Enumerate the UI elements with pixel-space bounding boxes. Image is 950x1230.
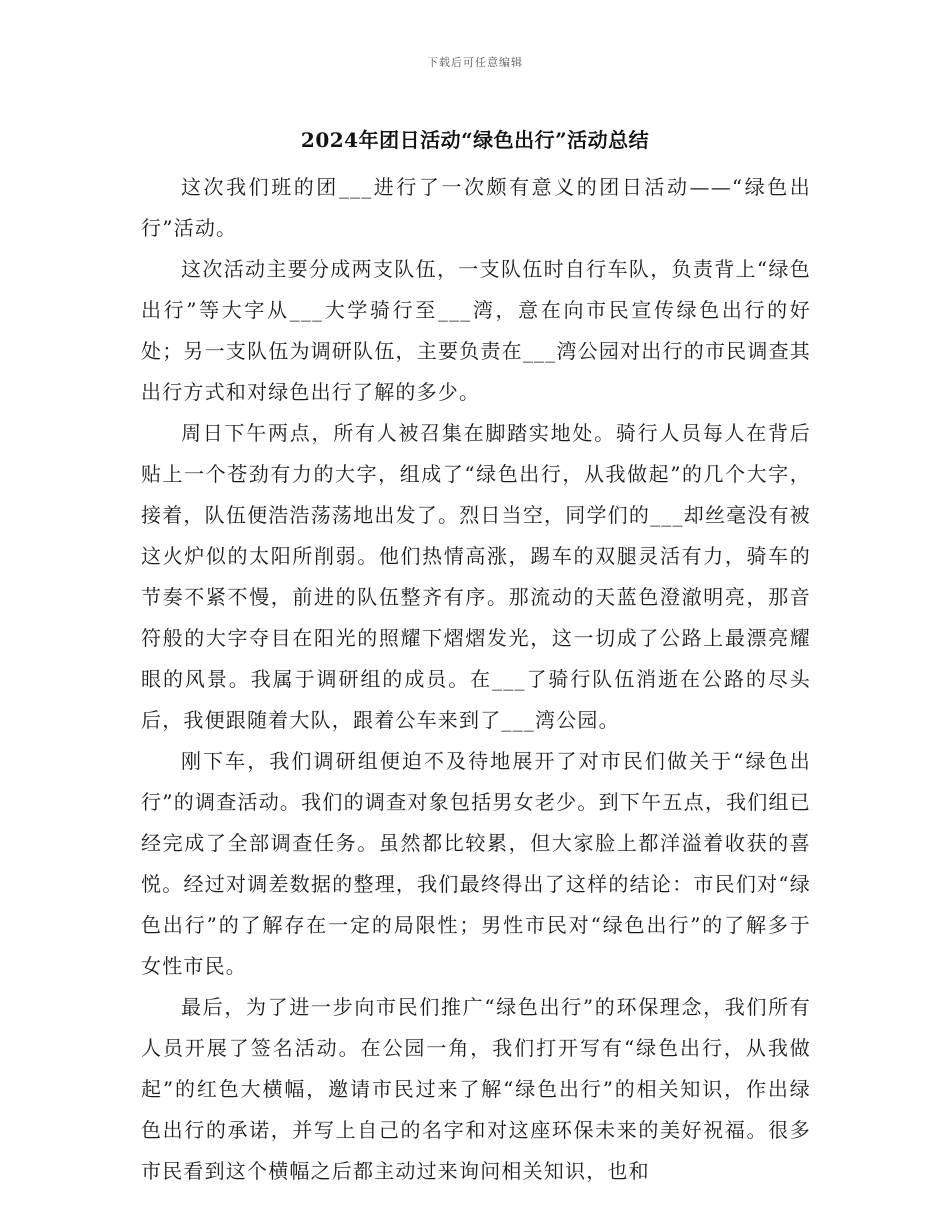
- document-title: 2024年团日活动“绿色出行”活动总结: [300, 128, 650, 152]
- header-note: 下载后可任意编辑: [427, 56, 523, 69]
- paragraph-2: 这次活动主要分成两支队伍，一支队伍时自行车队，负责背上“绿色出行”等大字从___大学骑行至___湾，意在向市民宣传绿色出行的好处；另一支队伍为调研队伍，主要负责在___湾公园对出行的市民调查其出行方式和对绿色出行了解的多少。: [141, 257, 811, 404]
- paragraph-5: 最后，为了进一步向市民们推广“绿色出行”的环保理念，我们所有人员开展了签名活动。在公园一角，我们打开写有“绿色出行，从我做起”的红色大横幅，邀请市民过来了解“绿色出行”的相关知识，作出绿色出行的承诺，并写上自己的名字和对这座环保未来的美好祝福。很多市民看到这个横幅之后都主动过来询问相关知识，也和: [141, 995, 811, 1183]
- paragraph-3: 周日下午两点，所有人被召集在脚踏实地处。骑行人员每人在背后贴上一个苍劲有力的大字，组成了“绿色出行，从我做起”的几个大字，接着，队伍便浩浩荡荡地出发了。烈日当空，同学们的___却丝毫没有被这火炉似的太阳所削弱。他们热情高涨，踢车的双腿灵活有力，骑车的节奏不紧不慢，前进的队伍整齐有序。那流动的天蓝色澄澈明亮，那音符般的大字夺目在阳光的照耀下熠熠发光，这一切成了公路上最漂亮耀眼的风景。我属于调研组的成员。在___了骑行队伍消逝在公路的尽头后，我便跟随着大队，跟着公车来到了___湾公园。: [141, 421, 811, 732]
- paragraph-4: 刚下车，我们调研组便迫不及待地展开了对市民们做关于“绿色出行”的调查活动。我们的调查对象包括男女老少。到下午五点，我们组已经完成了全部调查任务。虽然都比较累，但大家脸上都洋溢着收获的喜悦。经过对调差数据的整理，我们最终得出了这样的结论：市民们对“绿色出行”的了解存在一定的局限性；男性市民对“绿色出行”的了解多于女性市民。: [141, 749, 811, 978]
- document-body: [141, 167, 811, 1192]
- paragraph-1: 这次我们班的团___进行了一次颇有意义的团日活动——“绿色出行”活动。: [141, 175, 811, 240]
